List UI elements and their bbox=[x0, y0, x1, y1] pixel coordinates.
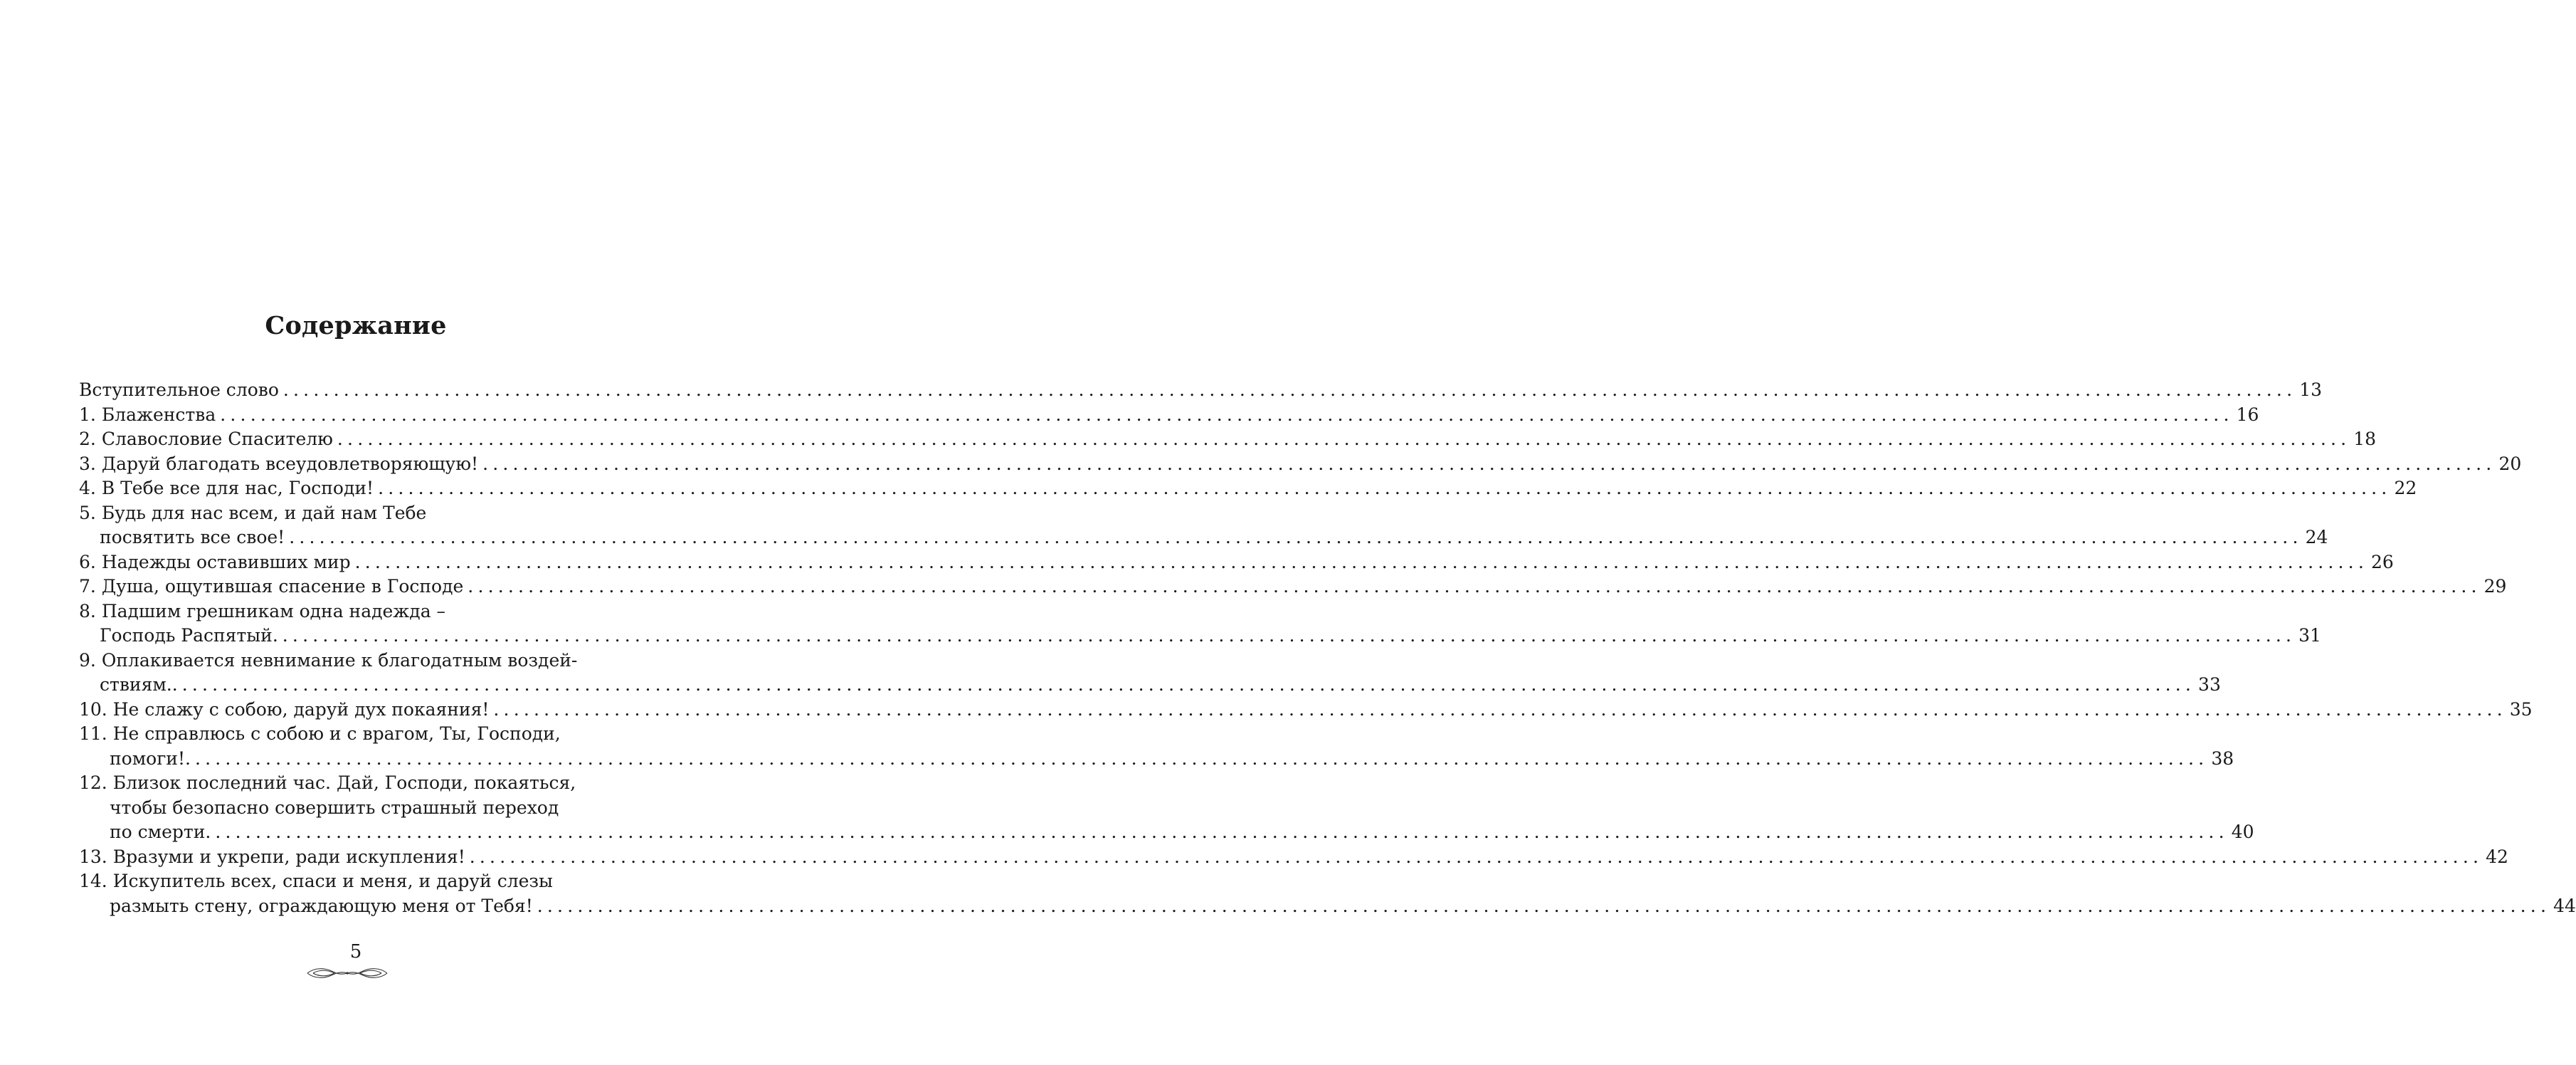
toc-entry[interactable] bbox=[79, 550, 2394, 575]
toc-entry[interactable] bbox=[79, 476, 2417, 501]
toc-entry-number: 3. bbox=[79, 453, 102, 474]
toc-entry-page: 24 bbox=[2305, 527, 2328, 547]
toc-entry-line bbox=[79, 722, 586, 747]
dot-leader: ........................................................................................................................................................................................................ bbox=[220, 404, 2234, 425]
toc-entry-page: 22 bbox=[2394, 478, 2417, 498]
toc-entry-number: 11. bbox=[79, 723, 113, 744]
toc-entry-line bbox=[79, 698, 2533, 723]
toc-entry-page: 35 bbox=[2509, 698, 2533, 720]
toc-entry-page: 20 bbox=[2498, 453, 2522, 474]
toc-entry-title: Близок последний час. Дай, Господи, покаяться, bbox=[112, 772, 576, 793]
dot-leader: ........................................................................................................................................................................................................ bbox=[354, 551, 2368, 572]
toc-entry-title: Искупитель всех, спаси и меня, и даруй слезы bbox=[112, 871, 553, 891]
toc-entry-line bbox=[79, 796, 586, 821]
toc-entry-title: Надежды оставивших мир bbox=[101, 551, 351, 572]
toc-entry[interactable] bbox=[79, 427, 2377, 452]
toc-entry-title: Славословие Спасителю bbox=[101, 429, 333, 449]
dot-leader: ........................................................................................................................................................................................................ bbox=[537, 895, 2551, 916]
toc-entry-number: 7. bbox=[79, 576, 102, 597]
toc-entry-number: 1. bbox=[79, 404, 102, 425]
toc-entry-title: Господь Распятый. bbox=[100, 625, 278, 646]
toc-entry-line bbox=[79, 624, 2321, 649]
toc-entry-page: 26 bbox=[2370, 551, 2394, 572]
dot-leader: ........................................................................................................................................................................................................ bbox=[215, 822, 2229, 842]
toc-entry[interactable] bbox=[79, 575, 2507, 599]
toc-entry[interactable] bbox=[79, 403, 2259, 428]
toc-entry-line bbox=[79, 575, 2507, 599]
toc-entry-title: по смерти. bbox=[110, 822, 211, 842]
toc-entry-line bbox=[79, 427, 2377, 452]
toc-entry-line bbox=[79, 452, 2522, 477]
toc-entry[interactable] bbox=[79, 378, 2323, 403]
toc-entry-title: Будь для нас всем, и дай нам Тебе bbox=[101, 502, 427, 523]
toc-entry-title: Вступительное слово bbox=[79, 379, 279, 400]
toc-entry-title: Падшим грешникам одна надежда – bbox=[101, 600, 446, 621]
dot-leader: ........................................................................................................................................................................................................ bbox=[378, 478, 2392, 498]
toc-entry-line bbox=[79, 403, 2259, 428]
toc-entry[interactable] bbox=[79, 845, 2508, 870]
dot-leader: ........................................................................................................................................................................................................ bbox=[289, 527, 2303, 547]
toc-entry-number: 14. bbox=[79, 871, 113, 891]
toc-entry-page: 13 bbox=[2299, 379, 2323, 400]
toc-entry-line bbox=[79, 599, 586, 624]
flourish-ornament-icon bbox=[305, 965, 390, 982]
dot-leader: ........................................................................................................................................................................................................ bbox=[469, 846, 2483, 867]
toc-entry-page: 18 bbox=[2353, 429, 2377, 449]
toc-entry[interactable] bbox=[79, 649, 2221, 698]
toc-entry-page: 31 bbox=[2298, 625, 2321, 646]
toc-entry-title: Душа, ощутившая спасение в Господе bbox=[101, 576, 464, 597]
toc-entry-line bbox=[79, 894, 2576, 919]
toc-entry-number: 2. bbox=[79, 429, 102, 449]
toc-entry-number: 12. bbox=[79, 772, 113, 793]
dot-leader: ........................................................................................................................................................................................................ bbox=[282, 625, 2296, 646]
table-of-contents bbox=[79, 378, 2576, 918]
toc-entry-number: 6. bbox=[79, 551, 102, 572]
toc-entry-title: Вразуми и укрепи, ради искупления! bbox=[112, 846, 465, 867]
dot-leader: ........................................................................................................................................................................................................ bbox=[194, 747, 2209, 769]
page-number: 5 bbox=[349, 941, 362, 962]
toc-entry-page: 29 bbox=[2483, 576, 2507, 597]
toc-entry-title: Оплакивается невнимание к благодатным воздей- bbox=[101, 649, 578, 671]
toc-entry-page: 40 bbox=[2231, 822, 2254, 842]
toc-entry-title: В Тебе все для нас, Господи! bbox=[101, 478, 374, 498]
toc-entry-page: 44 bbox=[2553, 895, 2576, 916]
toc-entry-page: 42 bbox=[2486, 846, 2508, 867]
toc-entry-title: Блаженства bbox=[101, 404, 216, 425]
toc-entry-line bbox=[79, 378, 2323, 403]
toc-entry-line bbox=[79, 525, 2328, 550]
toc-entry-number: 4. bbox=[79, 478, 102, 498]
toc-entry-title: размыть стену, ограждающую меня от Тебя! bbox=[110, 895, 533, 916]
toc-entry-line bbox=[79, 501, 586, 526]
toc-entry-title: чтобы безопасно совершить страшный переход bbox=[110, 797, 559, 818]
page-title: Содержание bbox=[265, 311, 447, 340]
toc-entry-title: Не слажу с собою, даруй дух покаяния! bbox=[112, 698, 490, 720]
toc-entry-line bbox=[79, 550, 2394, 575]
toc-entry-number: 9. bbox=[79, 649, 102, 671]
toc-entry-number: 5. bbox=[79, 502, 102, 523]
toc-entry-line bbox=[79, 673, 2221, 698]
toc-entry-number: 13. bbox=[79, 846, 113, 867]
toc-entry-page: 16 bbox=[2236, 404, 2259, 425]
toc-entry[interactable] bbox=[79, 501, 2328, 550]
toc-entry-number: 8. bbox=[79, 600, 102, 621]
toc-entry-title: Даруй благодать всеудовлетворяющую! bbox=[101, 453, 479, 474]
toc-entry-title: Не справлюсь с собою и с врагом, Ты, Господи, bbox=[112, 723, 561, 744]
toc-entry-page: 33 bbox=[2198, 674, 2221, 695]
toc-entry-title: помоги!. bbox=[110, 747, 191, 769]
toc-entry-line bbox=[79, 845, 2508, 870]
dot-leader: ........................................................................................................................................................................................................ bbox=[468, 576, 2481, 597]
toc-entry-title: посвятить все свое! bbox=[100, 527, 285, 547]
toc-entry[interactable] bbox=[79, 722, 2234, 771]
dot-leader: ........................................................................................................................................................................................................ bbox=[493, 698, 2507, 720]
toc-entry-line bbox=[79, 747, 2234, 772]
toc-entry-line bbox=[79, 476, 2417, 501]
toc-entry[interactable] bbox=[79, 452, 2522, 477]
dot-leader: ........................................................................................................................................................................................................ bbox=[482, 453, 2496, 474]
toc-entry-line bbox=[79, 649, 586, 673]
toc-entry-title: ствиям.. bbox=[100, 674, 178, 695]
dot-leader: ........................................................................................................................................................................................................ bbox=[283, 379, 2297, 400]
toc-entry-line bbox=[79, 771, 586, 796]
toc-entry[interactable] bbox=[79, 698, 2533, 723]
toc-entry-page: 38 bbox=[2211, 747, 2234, 769]
toc-entry[interactable] bbox=[79, 869, 2576, 918]
toc-entry-line bbox=[79, 820, 2254, 845]
toc-entry[interactable] bbox=[79, 771, 2254, 845]
dot-leader: ........................................................................................................................................................................................................ bbox=[181, 674, 2196, 695]
toc-entry-line bbox=[79, 869, 586, 894]
toc-entry-number: 10. bbox=[79, 698, 113, 720]
toc-entry[interactable] bbox=[79, 599, 2321, 649]
dot-leader: ........................................................................................................................................................................................................ bbox=[337, 429, 2351, 449]
